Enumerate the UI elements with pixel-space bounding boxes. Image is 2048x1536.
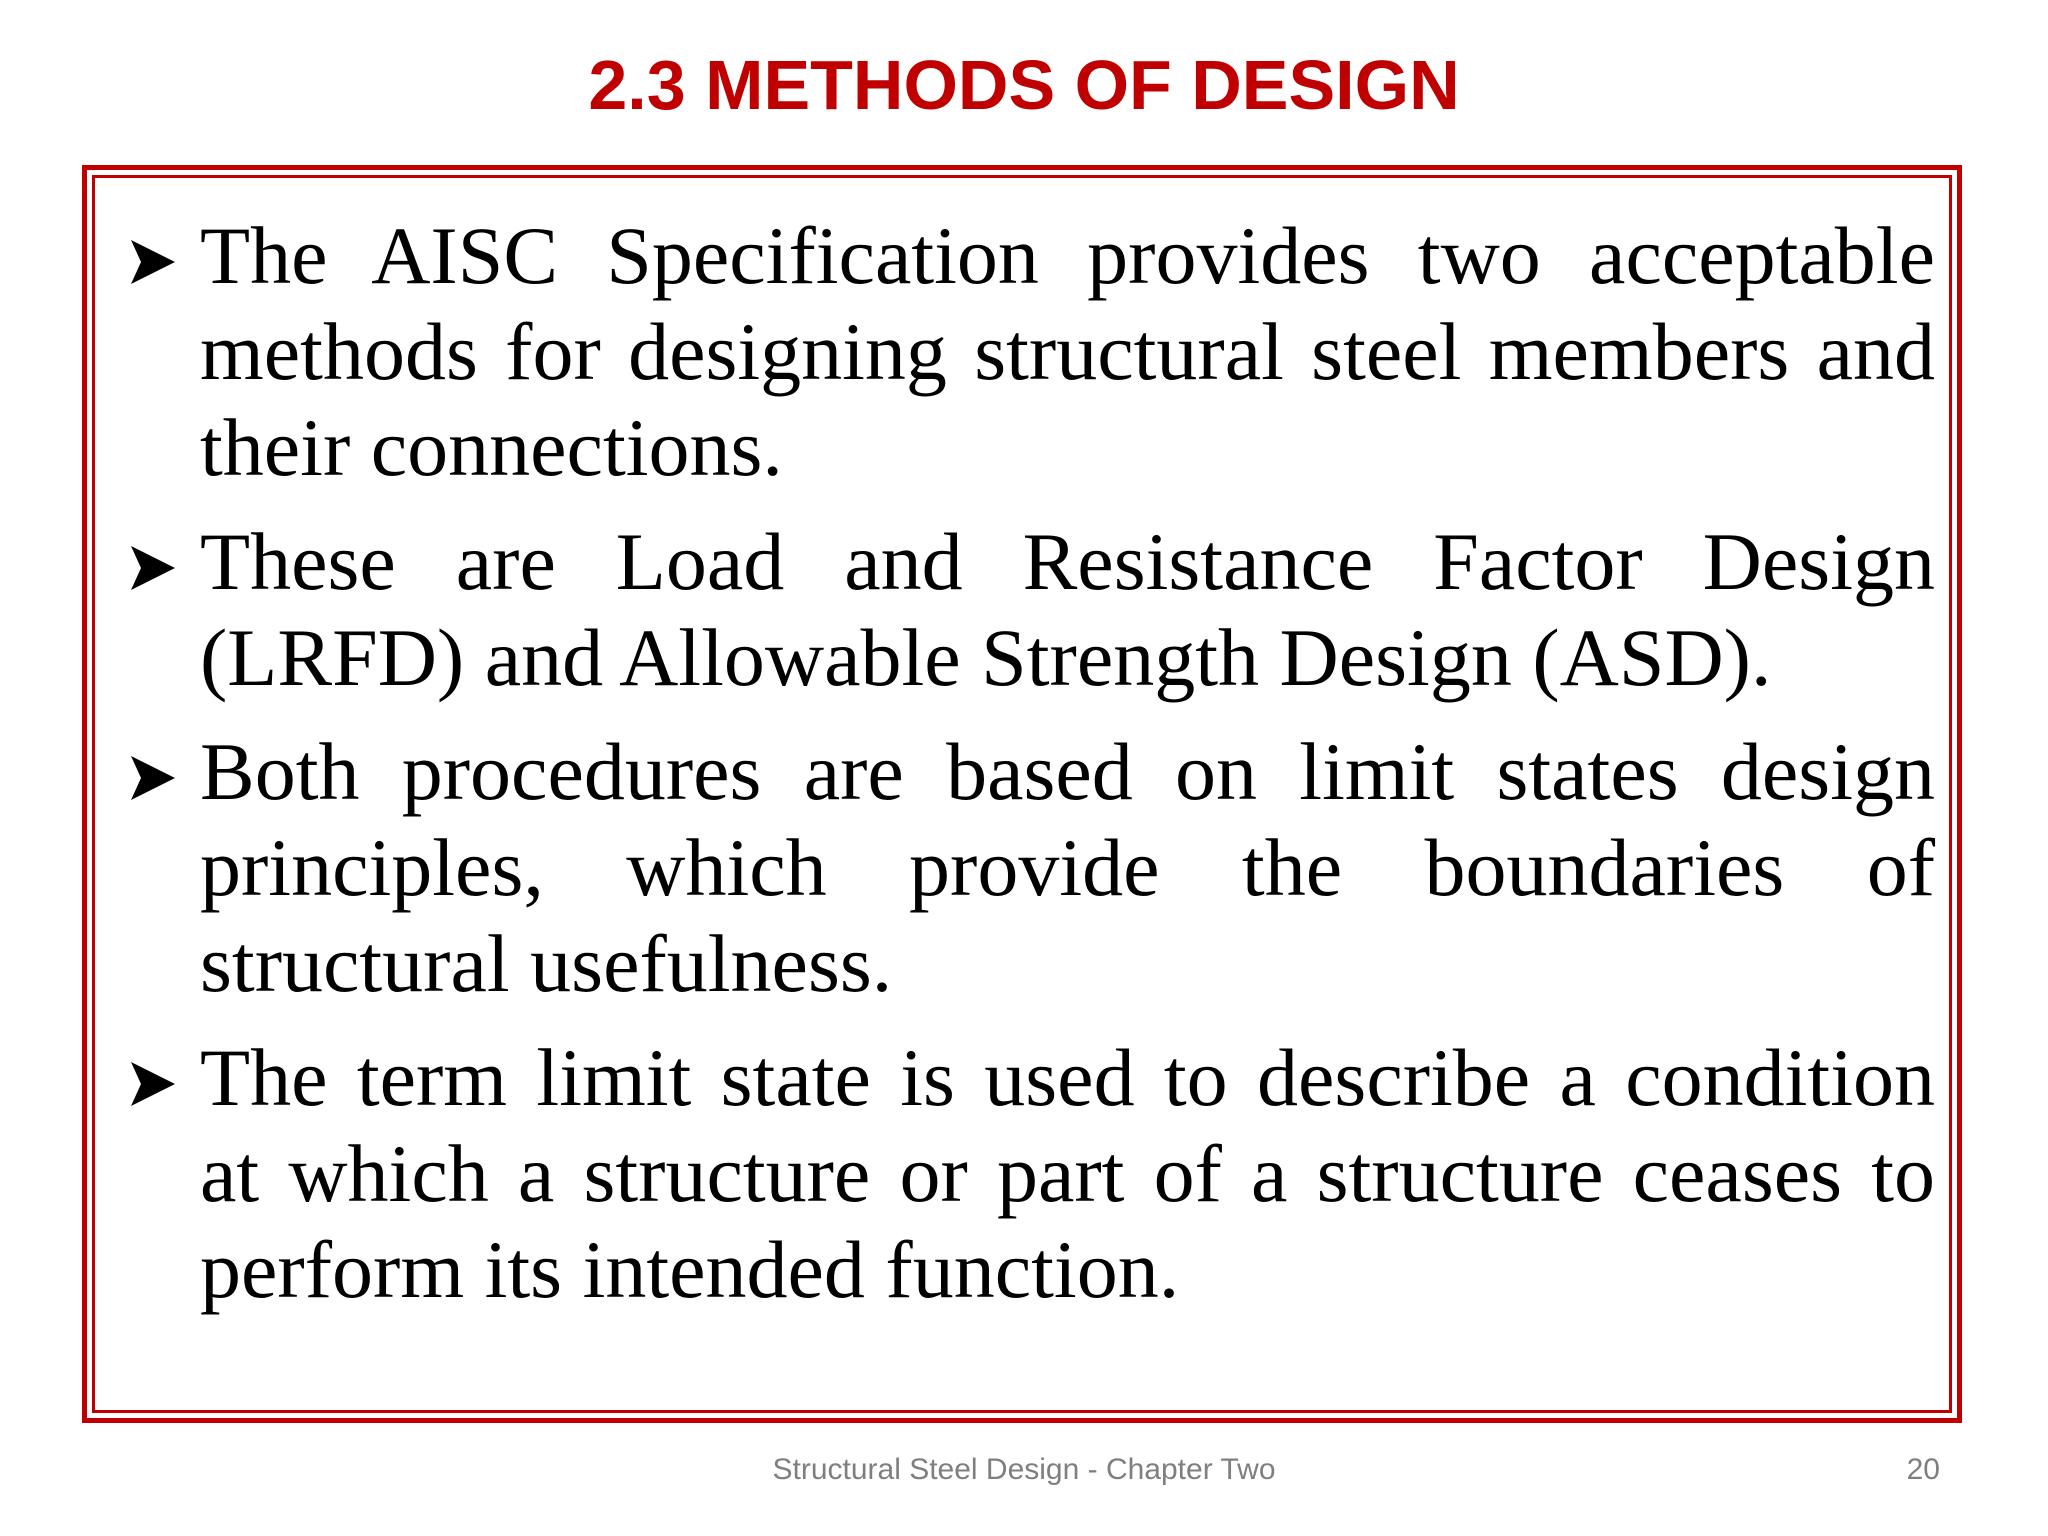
bullet-item: [125, 724, 1935, 1012]
bullet-item: [125, 1030, 1935, 1318]
bullet-item: [125, 514, 1935, 706]
bullet-text: These are Load and Resistance Factor Design (LRFD) and Allowable Strength Design (ASD).: [200, 516, 1935, 703]
bullet-text: The term limit state is used to describe a condition at which a structure or part of a structure ceases to perform its intended function.: [200, 1032, 1935, 1315]
arrowhead-bullet-icon: [127, 1058, 179, 1110]
arrowhead-bullet-icon: [127, 752, 179, 804]
bullet-list: [125, 208, 1935, 1336]
bullet-text: The AISC Specification provides two acceptable methods for designing structural steel members and their connections.: [200, 210, 1935, 493]
bullet-item: [125, 208, 1935, 496]
footer-text: Structural Steel Design - Chapter Two: [772, 1453, 1276, 1486]
arrowhead-bullet-icon: [127, 236, 179, 288]
bullet-text: Both procedures are based on limit states design principles, which provide the boundaries of structural usefulness.: [200, 726, 1935, 1009]
page-number: 20: [1906, 1453, 1940, 1486]
arrowhead-bullet-icon: [127, 542, 179, 594]
slide-title: 2.3 METHODS OF DESIGN: [588, 46, 1460, 124]
